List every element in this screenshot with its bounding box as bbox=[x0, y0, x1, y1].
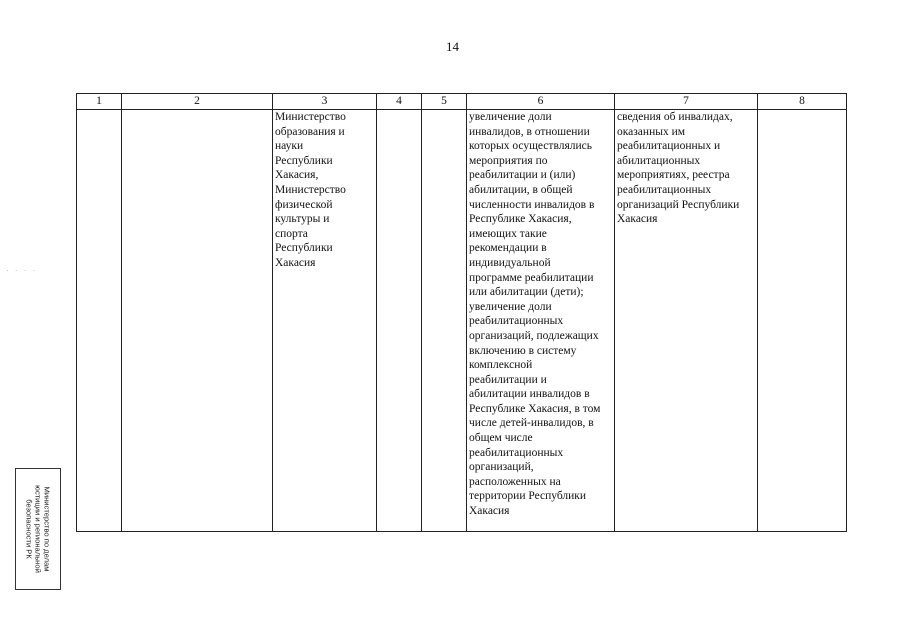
program-table bbox=[76, 93, 847, 532]
column-header-8: 8 bbox=[758, 94, 847, 110]
cell-data-source bbox=[615, 110, 758, 532]
cell-indicators bbox=[467, 110, 615, 532]
column-header-4: 4 bbox=[377, 94, 422, 110]
column-header-2: 2 bbox=[122, 94, 273, 110]
registration-stamp bbox=[15, 468, 61, 590]
column-header-7: 7 bbox=[615, 94, 758, 110]
stamp-text: Министерство по делам юстиции и региональной безопасности РК bbox=[24, 485, 52, 573]
header-row bbox=[77, 94, 847, 110]
cell-col4 bbox=[377, 110, 422, 532]
column-header-6: 6 bbox=[467, 94, 615, 110]
column-header-3: 3 bbox=[273, 94, 377, 110]
cell-col1 bbox=[77, 110, 122, 532]
margin-mark: · · · · bbox=[6, 266, 38, 275]
cell-responsible bbox=[273, 110, 377, 532]
column-header-5: 5 bbox=[422, 94, 467, 110]
data-source-text: сведения об инвалидах, оказанных им реабилитационных и абилитационных мероприятиях, реестра реабилитационных организаций Республики Хакасия bbox=[617, 111, 740, 226]
cell-col5 bbox=[422, 110, 467, 532]
page-number: 14 bbox=[446, 39, 459, 54]
indicators-text: увеличение доли инвалидов, в отношении которых осуществлялись мероприятия по реабилитации и (или) абилитации, в общей численности инвалидов в Республике Хакасия, имеющих такие рекомендации в индивидуальной программе реабилитации или абилитации (дети); увеличение доли реабилитационных организаций, подлежащих включению в систему комплексной реабилитации и абилитации инвалидов в Республике Хакасия, в том числе детей-инвалидов, в общем числе реабилитационных организаций, расположенных на территории Республики Хакасия bbox=[469, 111, 601, 518]
responsible-executors-text: Министерство образования и науки Республики Хакасия, Министерство физической культуры и спорта Республики Хакасия bbox=[275, 111, 346, 269]
column-header-1: 1 bbox=[77, 94, 122, 110]
cell-col2 bbox=[122, 110, 273, 532]
table-row bbox=[77, 110, 847, 532]
cell-col8 bbox=[758, 110, 847, 532]
